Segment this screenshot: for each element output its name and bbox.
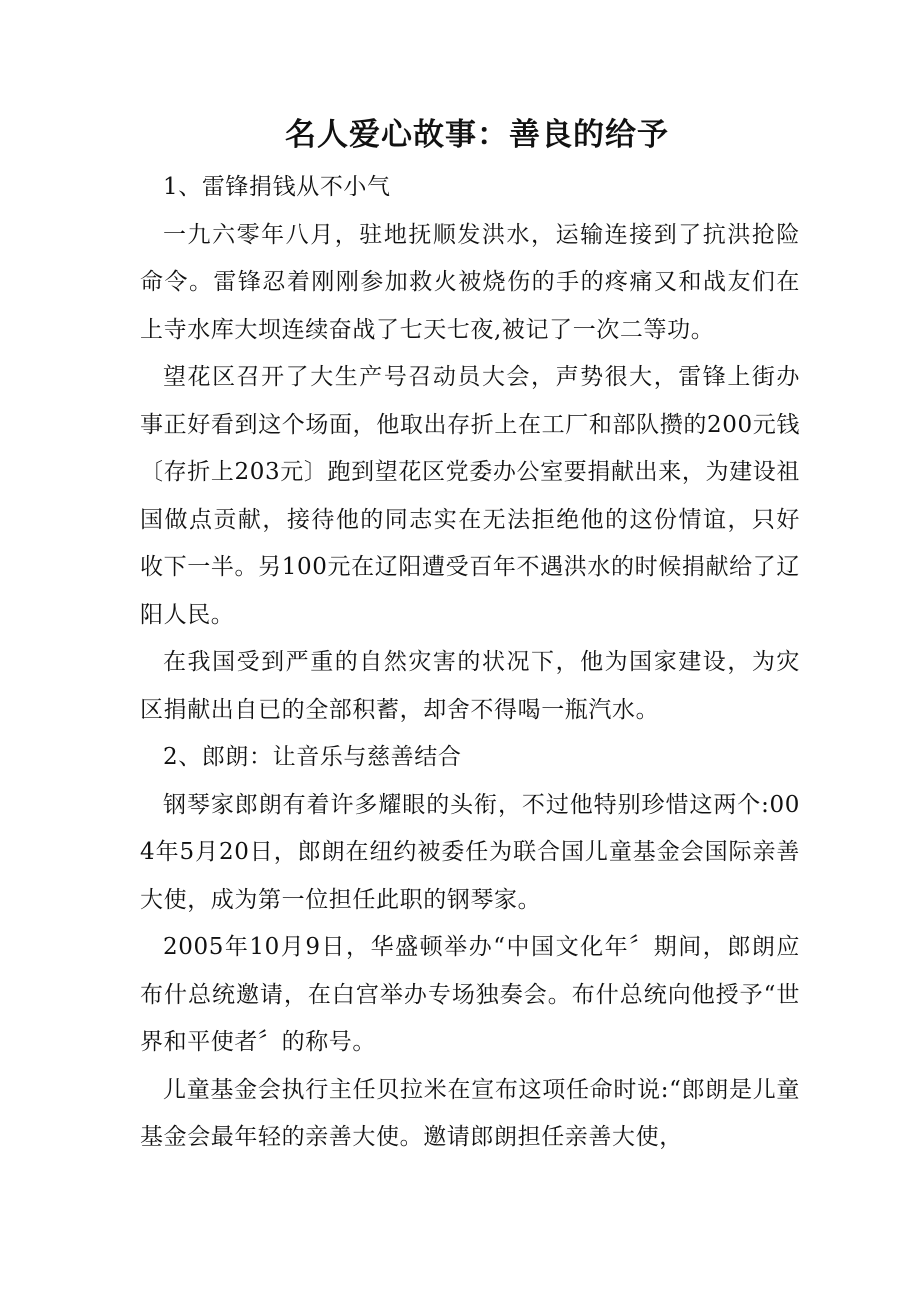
section-heading-2: 2、郎朗：让音乐与慈善结合 [163,744,462,770]
document-body [140,110,800,1162]
paragraph: 儿童基金会执行主任贝拉米在宣布这项任命时说:“郎朗是儿童基金会最年轻的亲善大使。邀请郎朗担任亲善大使， [140,1076,800,1150]
paragraph: 在我国受到严重的自然灾害的状况下，他为国家建设，为灾区捐献出自已的全部积蓄，却舍不得喝一瓶汽水。 [140,649,800,723]
section-heading-1: 1、雷锋捐钱从不小气 [163,174,391,200]
paragraph: 2005年10月9日，华盛顿举办“中国文化年〞期间，郎朗应布什总统邀请，在白宫举办专场独奏会。布什总统向他授予“世界和平使者〞的称号。 [140,934,800,1055]
paragraph: 钢琴家郎朗有着许多耀眼的头衔，不过他特别珍惜这两个:004年5月20日，郎朗在纽约被委任为联合国儿童基金会国际亲善大使，成为第一位担任此职的钢琴家。 [140,791,800,913]
document-title: 名人爱心故事：善良的给予 [285,117,669,153]
paragraph: 一九六零年八月，驻地抚顺发洪水，运输连接到了抗洪抢险命令。雷锋忍着刚刚参加救火被烧伤的手的疼痛又和战友们在上寺水库大坝连续奋战了七天七夜,被记了一次二等功。 [140,221,800,343]
paragraph: 望花区召开了大生产号召动员大会，声势很大，雷锋上街办事正好看到这个场面，他取出存折上在工厂和部队攒的200元钱〔存折上203元〕跑到望花区党委办公室要捐献出来，为建设祖国做点贡献，接待他的同志实在无法拒绝他的这份情谊，只好收下一半。另100元在辽阳遭受百年不遇洪水的时候捐献给了辽阳人民。 [140,364,800,628]
